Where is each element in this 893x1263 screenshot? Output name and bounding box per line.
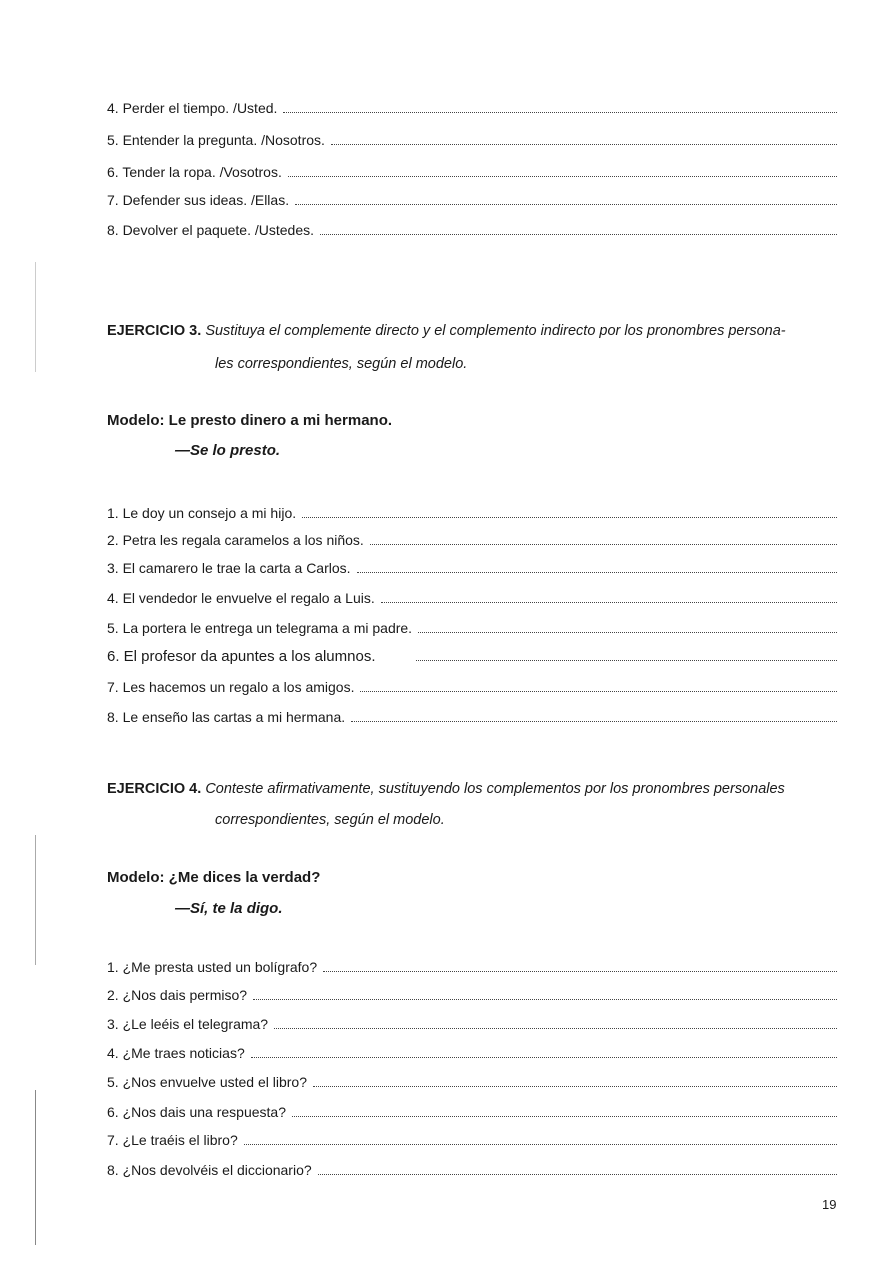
item-text: 4. El vendedor le envuelve el regalo a Luis. [107,590,375,606]
answer-blank[interactable] [357,571,837,573]
item-text: 6. ¿Nos dais una respuesta? [107,1104,286,1120]
exercise-item [107,221,837,239]
answer-blank[interactable] [302,516,837,518]
item-text: 5. Entender la pregunta. /Nosotros. [107,132,325,148]
exercise-item [107,986,837,1004]
exercise-4-model: Modelo: ¿Me dices la verdad? [107,869,321,886]
exercise-item [107,504,837,522]
scan-margin-mark [35,835,36,965]
item-text: 3. El camarero le trae la carta a Carlos. [107,560,351,576]
exercise-4-heading [107,780,842,798]
scan-margin-mark [35,262,36,372]
exercise-item [107,589,837,607]
item-text: 2. Petra les regala caramelos a los niños. [107,532,364,548]
item-text: 7. Defender sus ideas. /Ellas. [107,192,290,208]
exercise-4-instruction: Conteste afirmativamente, sustituyendo los complementos por los pronombres personales [205,781,785,797]
item-text: 3. ¿Le leéis el telegrama? [107,1016,269,1032]
exercise-4-label: EJERCICIO 4. [107,781,202,797]
item-text: 7. ¿Le traéis el libro? [107,1132,238,1148]
exercise-item [107,1073,837,1091]
answer-blank[interactable] [323,970,837,972]
answer-blank[interactable] [381,601,837,603]
item-text: 1. Le doy un consejo a mi hijo. [107,505,297,521]
exercise-item [107,99,837,117]
exercise-4-model-answer: —Sí, te la digo. [175,900,283,917]
exercise-item [107,191,837,209]
exercise-item [107,1015,837,1033]
answer-blank[interactable] [416,659,838,661]
item-text: 8. Devolver el paquete. /Ustedes. [107,222,315,238]
item-text: 4. Perder el tiempo. /Usted. [107,100,278,116]
exercise-item [107,958,837,976]
answer-blank[interactable] [318,1173,837,1175]
answer-blank[interactable] [244,1143,837,1145]
answer-blank[interactable] [251,1056,837,1058]
answer-blank[interactable] [418,631,837,633]
exercise-item [107,678,837,696]
item-text: 2. ¿Nos dais permiso? [107,987,248,1003]
answer-blank[interactable] [313,1085,837,1087]
exercise-item [107,648,837,666]
exercise-item [107,1131,837,1149]
scan-margin-mark [35,1090,36,1245]
exercise-item [107,559,837,577]
item-text: 8. ¿Nos devolvéis el diccionario? [107,1162,312,1178]
exercise-item [107,1103,837,1121]
item-text: 1. ¿Me presta usted un bolígrafo? [107,959,318,975]
answer-blank[interactable] [274,1027,837,1029]
exercise-3-instruction-cont: les correspondientes, según el modelo. [215,356,468,372]
exercise-item [107,1161,837,1179]
answer-blank[interactable] [295,203,837,205]
answer-blank[interactable] [320,233,837,235]
exercise-3-heading [107,322,842,340]
exercise-item [107,531,837,549]
answer-blank[interactable] [292,1115,837,1117]
exercise-3-model: Modelo: Le presto dinero a mi hermano. [107,412,393,429]
item-text: 8. Le enseño las cartas a mi hermana. [107,709,346,725]
answer-blank[interactable] [351,720,837,722]
exercise-item [107,619,837,637]
item-text: 7. Les hacemos un regalo a los amigos. [107,679,355,695]
item-text: 4. ¿Me traes noticias? [107,1045,245,1061]
exercise-item [107,1044,837,1062]
exercise-3-model-answer: —Se lo presto. [175,442,281,459]
exercise-3-label: EJERCICIO 3. [107,323,202,339]
answer-blank[interactable] [253,998,837,1000]
item-text: 6. Tender la ropa. /Vosotros. [107,164,282,180]
exercise-item [107,131,837,149]
item-text: 5. ¿Nos envuelve usted el libro? [107,1074,307,1090]
answer-blank[interactable] [370,543,837,545]
exercise-item [107,163,837,181]
exercise-3-instruction: Sustituya el complemente directo y el complemento indirecto por los pronombres persona- [205,323,786,339]
exercise-4-instruction-cont: correspondientes, según el modelo. [215,812,445,828]
answer-blank[interactable] [331,143,837,145]
answer-blank[interactable] [283,111,837,113]
answer-blank[interactable] [288,175,837,177]
item-text: 5. La portera le entrega un telegrama a mi padre. [107,620,413,636]
item-text: 6. El profesor da apuntes a los alumnos. [107,648,376,665]
page-number: 19 [822,1197,837,1212]
answer-blank[interactable] [360,690,837,692]
exercise-item [107,708,837,726]
